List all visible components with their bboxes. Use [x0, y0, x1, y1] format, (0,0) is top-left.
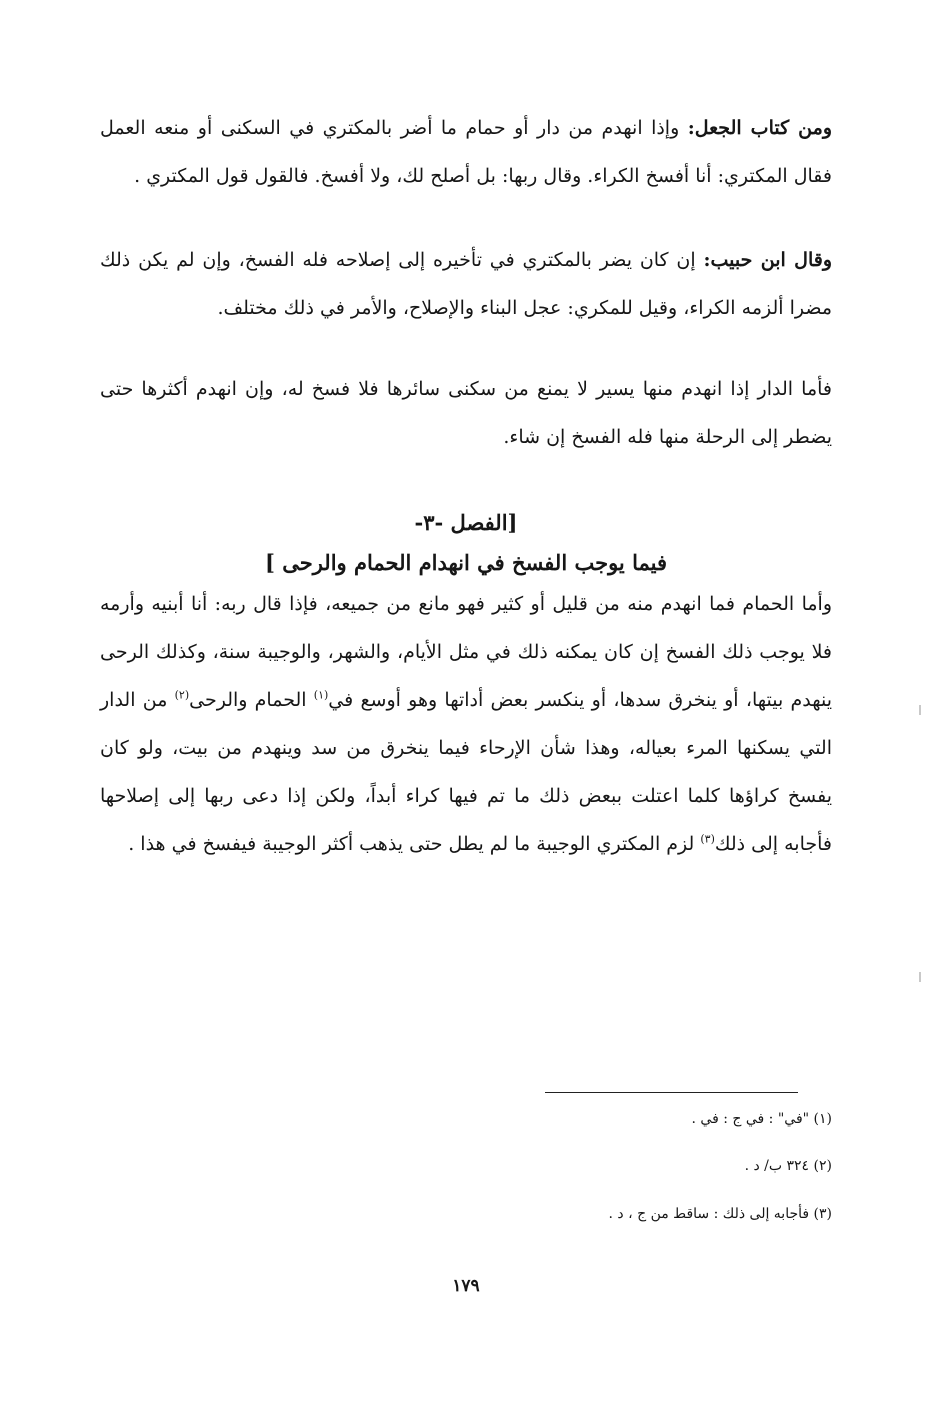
footnote-separator-rule [545, 1092, 798, 1093]
paragraph-lead: وقال ابن حبيب: [703, 249, 833, 271]
section-text-part: وأما الحمام فما انهدم منه من قليل أو كثير فهو مانع من جميعه، فإذا قال ربه: أنا أبنيه وأرمه فلا يوجب ذلك الفسخ إن كان يمكنه ذلك في مثل الأيام، والشهر، والوجيبة سنة، وكذلك الرحى ينهدم بيتها، أو ينخرق سدها، أو ينكسر بعض أداتها وهو أوسع في [100, 593, 833, 711]
section-text-part: من الدار التي يسكنها المرء بعياله، وهذا شأن الإرحاء فيما ينخرق من سد وينهدم من بيت، ولو كان يفسخ كراؤها كلما اعتلت ببعض ذلك ما تم فيها كراء أبداً، ولكن إذا دعى ربها إلى إصلاحها فأجابه إلى ذلك [100, 689, 832, 855]
footnote-marker-1: (١) [313, 688, 329, 702]
scan-edge-mark [919, 705, 921, 715]
footnote-1: (١) "في" : في ج : في . [691, 1111, 832, 1127]
paragraph-text: فأما الدار إذا انهدم منها يسير لا يمنع من سكنى سائرها فلا فسخ له، وإن انهدم أكثرها حتى يضطر إلى الرحلة منها فله الفسخ إن شاء. [100, 378, 832, 448]
footnote-2: (٢) ٣٢٤ ب/ د . [744, 1158, 832, 1174]
paragraph-text: وإذا انهدم من دار أو حمام ما أضر بالمكتري في السكنى أو منعه العمل فقال المكتري: أنا أفسخ الكراء. وقال ربها: بل أصلح لك، ولا أفسخ. فالقول قول المكتري . [100, 117, 832, 187]
section-text-part: الحمام والرحى [189, 689, 314, 711]
footnote-3: (٣) فأجابه إلى ذلك : ساقط من ج ، د . [608, 1206, 832, 1222]
paragraph-house-collapse [100, 365, 832, 461]
scan-edge-mark [919, 972, 921, 982]
paragraph-lead: ومن كتاب الجعل: [687, 117, 832, 139]
section-number-heading: [الفصل -٣- [414, 510, 518, 535]
section-title-heading: فيما يوجب الفسخ في انهدام الحمام والرحى ] [264, 550, 667, 575]
footnote-marker-2: (٢) [174, 688, 190, 702]
paragraph-text: إن كان يضر بالمكتري في تأخيره إلى إصلاحه فله الفسخ، وإن لم يكن ذلك مضرا ألزمه الكراء، وقيل للمكري: عجل البناء والإصلاح، والأمر في ذلك مختلف. [100, 249, 832, 319]
footnote-marker-3: (٣) [700, 832, 715, 846]
paragraph-kitab-al-jual [100, 104, 832, 200]
paragraph-bath-and-mill [100, 580, 832, 868]
paragraph-ibn-habib [100, 236, 832, 332]
page-number: ١٧٩ [452, 1276, 480, 1296]
section-text-part: لزم المكتري الوجيبة ما لم يطل حتى يذهب أكثر الوجيبة فيفسخ في هذا . [128, 833, 701, 855]
